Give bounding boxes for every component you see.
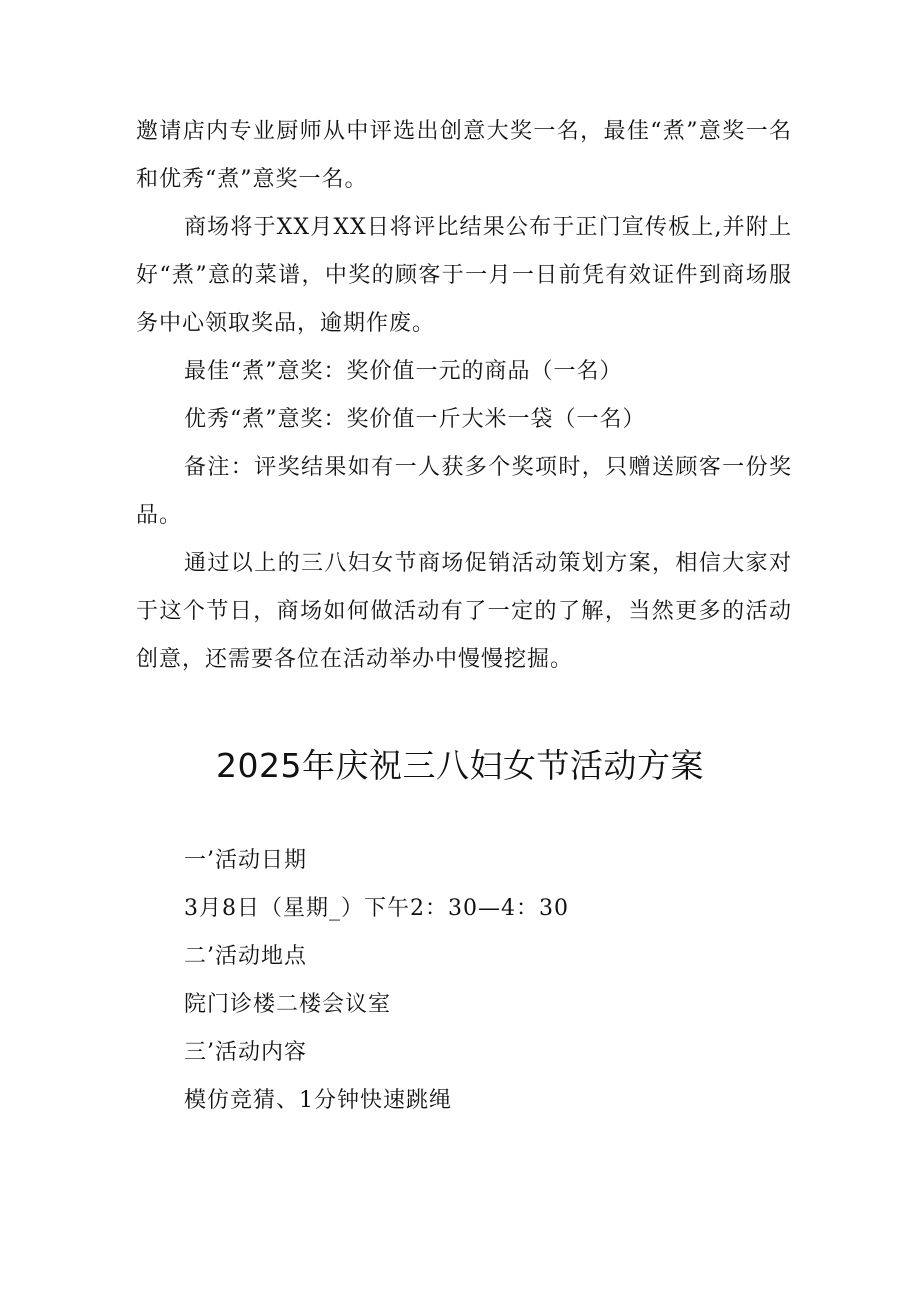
section-heading-date: 一’活动日期 [184,848,307,873]
prize-best-idea: 最佳“煮”意奖：奖价值一元的商品（一名） [184,359,623,384]
document-title: 2025年庆祝三八妇女节活动方案 [216,746,704,785]
paragraph-judging: 邀请店内专业厨师从中评选出创意大奖一名，最佳“煮”意奖一名和优秀“煮”意奖一名。 [136,119,792,192]
activity-location-value: 院门诊楼二楼会议室 [184,992,392,1017]
prize-excellent-idea: 优秀“煮”意奖：奖价值一斤大米一袋（一名） [184,407,646,432]
paragraph-note: 备注：评奖结果如有一人获多个奖项时，只赠送顾客一份奖品。 [136,455,792,528]
paragraph-conclusion: 通过以上的三八妇女节商场促销活动策划方案，相信大家对于这个节日，商场如何做活动有了一定的了解，当然更多的活动创意，还需要各位在活动举办中慢慢挖掘。 [136,551,792,672]
section-heading-location: 二’活动地点 [184,944,307,969]
section-heading-content: 三’活动内容 [184,1040,307,1065]
activity-date-value: 3月8日（星期_）下午2：30—4：30 [184,896,569,921]
paragraph-results-announcement: 商场将于XX月XX日将评比结果公布于正门宣传板上,并附上好“煮”意的菜谱，中奖的顾客于一月一日前凭有效证件到商场服务中心领取奖品，逾期作废。 [136,215,792,336]
activity-content-value: 模仿竞猜、1分钟快速跳绳 [184,1088,452,1113]
